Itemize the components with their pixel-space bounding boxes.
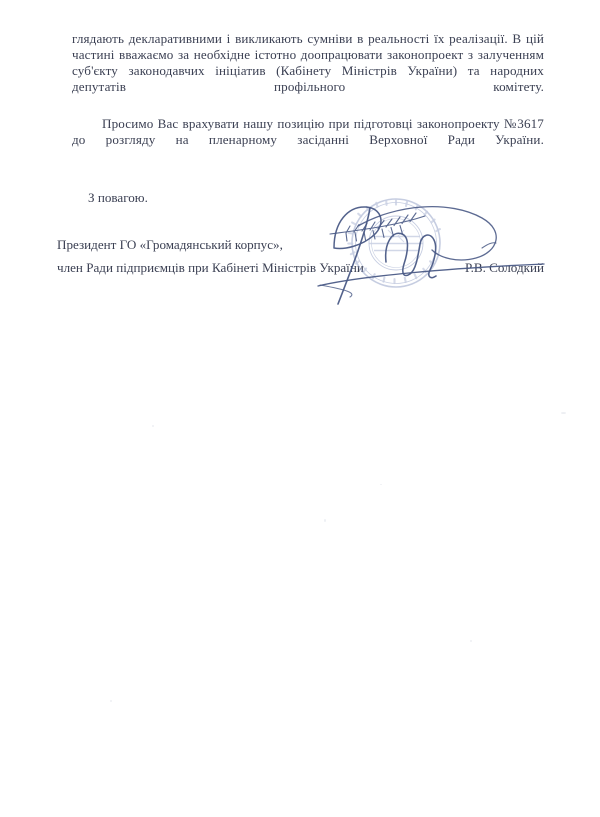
- closing-salutation: З повагою.: [88, 190, 148, 205]
- scan-speck: [110, 700, 112, 702]
- letter-body: [72, 31, 544, 164]
- scan-speck: [380, 484, 382, 485]
- scan-speck: [324, 519, 326, 522]
- paragraph-2-last-line: розгляду на пленарному засіданні Верховної Ради України.: [105, 132, 544, 148]
- paragraph-continued: [72, 31, 544, 111]
- signer-title-line-2-text: член Ради підприємців при Кабінеті Міністрів України: [57, 260, 364, 275]
- paragraph-1-last-line: профільного комітету.: [274, 79, 544, 95]
- paragraph-1-text: глядають декларативними і викликають сумніви в реальності їх реалізації. В цій частині вважаємо за необхідне істотно доопрацювати законопроект з залученням суб'єкту законодавчих ініціатив (Кабінету Міністрів України) та народних депутатів: [72, 31, 544, 95]
- signer-title-line-1: Президент ГО «Громадянський корпус»,: [57, 237, 283, 252]
- signer-name: Р.В. Солодкий: [464, 260, 544, 275]
- scan-speck: [470, 640, 472, 642]
- paragraph-request: [72, 116, 544, 164]
- signer-title-line-2: [57, 256, 544, 279]
- signature-block: [57, 233, 544, 279]
- scan-speck: [152, 425, 154, 427]
- paragraph-2-text: Просимо Вас врахувати нашу позицію при підготовці законопроекту №3617 до: [72, 116, 544, 148]
- scan-speck: [561, 412, 566, 414]
